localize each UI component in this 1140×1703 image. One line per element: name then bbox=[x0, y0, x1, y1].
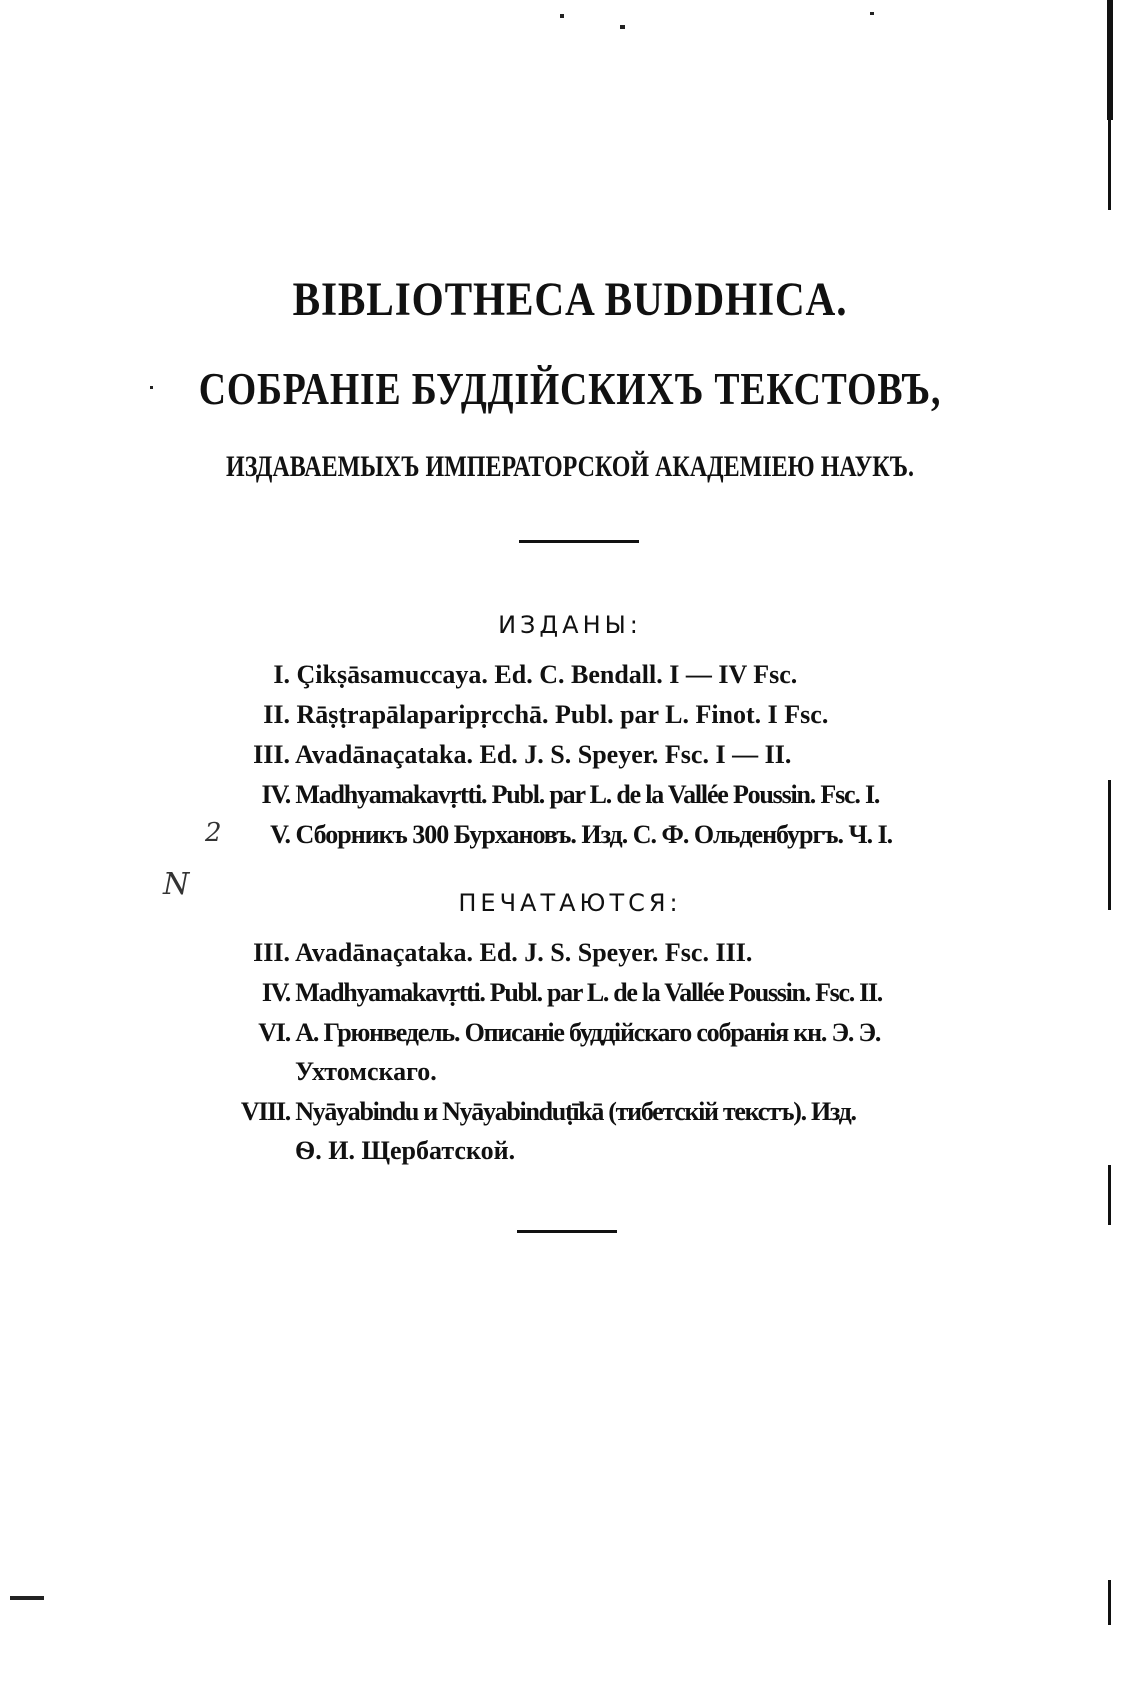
item-text: Çikṣāsamuccaya. Ed. C. Bendall. I — IV Fsc. bbox=[296, 660, 798, 689]
scan-edge-mark bbox=[1108, 1165, 1111, 1225]
scan-edge-mark bbox=[1107, 0, 1113, 120]
published-item bbox=[238, 820, 892, 850]
item-number: VI. bbox=[258, 1018, 290, 1047]
divider-rule bbox=[519, 540, 639, 543]
item-number: IV. bbox=[261, 780, 290, 809]
scan-speck bbox=[150, 386, 153, 389]
scan-edge-mark bbox=[1108, 1580, 1111, 1625]
item-text: Rāṣṭrapālaparipṛcchā. Publ. par L. Finot. I Fsc. bbox=[296, 700, 829, 729]
item-number: II. bbox=[263, 700, 290, 729]
item-number: I. bbox=[273, 660, 290, 689]
item-continuation: Ѳ. И. Щербатской. bbox=[295, 1136, 516, 1165]
published-item bbox=[238, 660, 797, 690]
item-text: А. Грюнведель. Описаніе буддійскаго собранія кн. Э. Э. bbox=[295, 1018, 881, 1047]
published-item bbox=[238, 740, 791, 770]
scan-speck bbox=[870, 12, 874, 15]
subtitle: ИЗДАВАЕМЫХЪ ИМПЕРАТОРСКОЙ АКАДЕМІЕЮ НАУКЪ. bbox=[226, 450, 914, 483]
margin-annotation: N bbox=[163, 867, 190, 902]
scan-speck bbox=[620, 25, 625, 29]
published-heading: ИЗДАНЫ: bbox=[498, 611, 642, 639]
published-item bbox=[238, 700, 828, 730]
title-latin: BIBLIOTHECA BUDDHICA. bbox=[292, 273, 848, 326]
item-text: Madhyamakavṛtti. Publ. par L. de la Vallée Poussin. Fsc. II. bbox=[295, 978, 882, 1007]
item-number: VIII. bbox=[240, 1097, 290, 1126]
item-text: Avadānaçataka. Ed. J. S. Speyer. Fsc. III. bbox=[295, 938, 753, 967]
item-number: III. bbox=[253, 938, 290, 967]
item-number: III. bbox=[253, 740, 290, 769]
scan-speck bbox=[10, 1596, 44, 1600]
item-text: Сборникъ 300 Бурхановъ. Изд. С. Ф. Ольденбургъ. Ч. I. bbox=[295, 820, 893, 849]
in-press-item bbox=[226, 1018, 880, 1048]
scan-speck bbox=[560, 14, 564, 18]
divider-rule bbox=[517, 1230, 617, 1233]
scan-edge-mark bbox=[1108, 120, 1111, 210]
in-press-item bbox=[226, 1097, 856, 1127]
item-text: Nyāyabindu и Nyāyabinduṭīkā (тибетскій текстъ). Изд. bbox=[295, 1097, 856, 1126]
margin-annotation: 2 bbox=[205, 818, 222, 848]
title-russian: СОБРАНІЕ БУДДІЙСКИХЪ ТЕКСТОВЪ, bbox=[198, 363, 942, 414]
in-press-item bbox=[226, 978, 882, 1008]
in-press-item bbox=[226, 938, 752, 968]
item-number: IV. bbox=[261, 978, 290, 1007]
item-number: V. bbox=[270, 820, 290, 849]
item-text: Avadānaçataka. Ed. J. S. Speyer. Fsc. I — II. bbox=[295, 740, 792, 769]
scan-edge-mark bbox=[1108, 780, 1111, 910]
published-item bbox=[238, 780, 879, 810]
in-press-heading: ПЕЧАТАЮТСЯ: bbox=[458, 889, 682, 917]
item-text: Madhyamakavṛtti. Publ. par L. de la Vallée Poussin. Fsc. I. bbox=[295, 780, 880, 809]
item-continuation: Ухтомскаго. bbox=[295, 1057, 437, 1086]
